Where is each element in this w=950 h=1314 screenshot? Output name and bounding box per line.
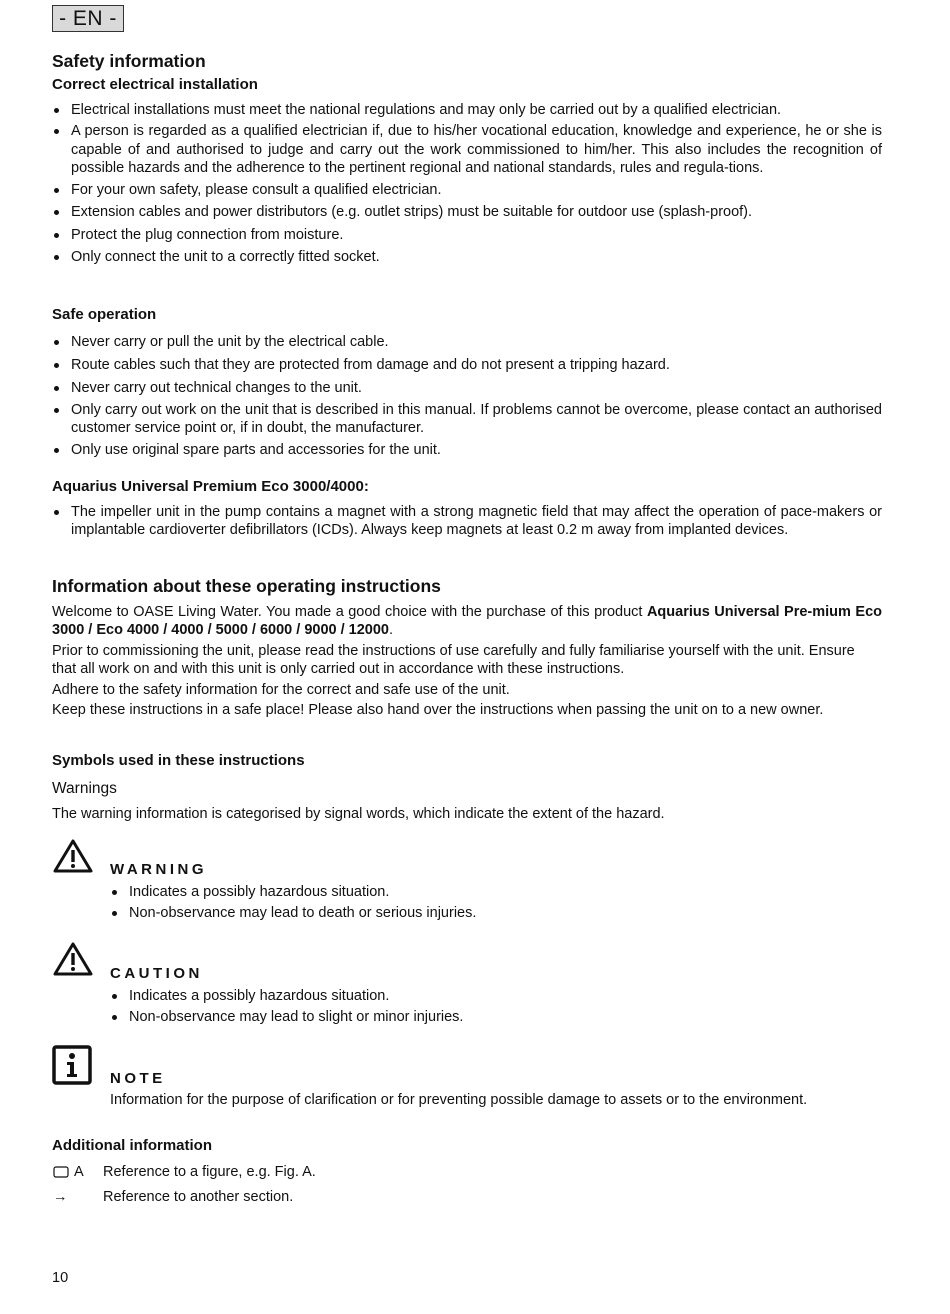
list-item: Only carry out work on the unit that is described in this manual. If problems cannot be overcome, please contact an authorised customer service point or, if in doubt, the manufacturer.	[52, 401, 882, 438]
list-item: For your own safety, please consult a qualified electrician.	[52, 181, 882, 199]
list-item: Protect the plug connection from moisture.	[52, 226, 882, 244]
figure-reference-icon	[53, 1166, 69, 1178]
warnings-heading: Warnings	[52, 780, 117, 797]
keep-paragraph: Keep these instructions in a safe place! Please also hand over the instructions when passing the unit on to a new owner.	[52, 702, 824, 718]
section-reference-text: Reference to another section.	[103, 1189, 294, 1205]
note-text: Information for the purpose of clarification or for preventing possible damage to assets or to the environment.	[110, 1092, 808, 1108]
list-item: A person is regarded as a qualified electrician if, due to his/her vocational education, knowledge and experience, he or she is capable of and authorised to judge and carry out the work commissioned to him/her. This also includes the recognition of possible hazards and the adherence to the pertinent regional and national standards, rules and regula-tions.	[52, 122, 882, 177]
caution-label: CAUTION	[110, 965, 203, 982]
adhere-paragraph: Adhere to the safety information for the correct and safe use of the unit.	[52, 682, 510, 698]
operation-list	[52, 333, 882, 460]
list-item: Non-observance may lead to death or serious injuries.	[110, 904, 870, 922]
list-item: Never carry or pull the unit by the electrical cable.	[52, 333, 882, 351]
list-item: Route cables such that they are protected from damage and do not present a tripping hazard.	[52, 356, 882, 374]
list-item: Never carry out technical changes to the unit.	[52, 379, 882, 397]
warning-label: WARNING	[110, 861, 207, 878]
arrow-icon: →	[53, 1189, 68, 1205]
list-item: Indicates a possibly hazardous situation.	[110, 987, 870, 1005]
electrical-heading: Correct electrical installation	[52, 76, 258, 93]
symbols-heading: Symbols used in these instructions	[52, 752, 305, 769]
list-item: Extension cables and power distributors (e.g. outlet strips) must be suitable for outdoor use (splash-proof).	[52, 203, 882, 221]
operation-heading: Safe operation	[52, 306, 157, 323]
product-name: Aquarius Universal Pre-mium Eco 3000 / Eco 4000 / 4000 / 5000 / 6000 / 9000 / 12000	[52, 604, 882, 639]
page-number: 10	[52, 1270, 69, 1286]
note-label: NOTE	[110, 1070, 166, 1087]
welcome-paragraph	[52, 603, 882, 640]
figure-letter: A	[74, 1164, 84, 1180]
list-item: Indicates a possibly hazardous situation.	[110, 883, 870, 901]
info-title: Information about these operating instructions	[52, 576, 441, 596]
electrical-list	[52, 101, 882, 266]
list-item: The impeller unit in the pump contains a magnet with a strong magnetic field that may affect the operation of pace-makers or implantable cardioverter defibrillators (ICDs). Always keep magnets at least 0.2 m away from implanted devices.	[52, 503, 882, 540]
additional-heading: Additional information	[52, 1137, 212, 1154]
figure-reference-text: Reference to a figure, e.g. Fig. A.	[103, 1164, 316, 1180]
welcome-end: .	[389, 622, 394, 639]
info-icon	[52, 1045, 92, 1085]
prior-paragraph: Prior to commissioning the unit, please read the instructions of use carefully and fully familiarise yourself with the unit. Ensure that all work on and with this unit is only carried out in accordance with these instructions.	[52, 643, 855, 678]
list-item: Only connect the unit to a correctly fitted socket.	[52, 248, 882, 266]
aquarius-list	[52, 503, 882, 540]
warning-triangle-icon	[52, 941, 94, 977]
safety-title: Safety information	[52, 51, 206, 71]
list-item: Electrical installations must meet the national regulations and may only be carried out by a qualified electrician.	[52, 101, 882, 119]
list-item: Only use original spare parts and accessories for the unit.	[52, 441, 882, 459]
warning-list	[110, 883, 870, 923]
warnings-intro: The warning information is categorised by signal words, which indicate the extent of the hazard.	[52, 806, 665, 822]
language-tag: - EN -	[52, 5, 124, 32]
caution-list	[110, 987, 870, 1027]
warning-triangle-icon	[52, 838, 94, 874]
list-item: Non-observance may lead to slight or minor injuries.	[110, 1008, 870, 1026]
aquarius-heading: Aquarius Universal Premium Eco 3000/4000:	[52, 478, 369, 495]
welcome-text: Welcome to OASE Living Water. You made a good choice with the purchase of this product	[52, 604, 647, 620]
